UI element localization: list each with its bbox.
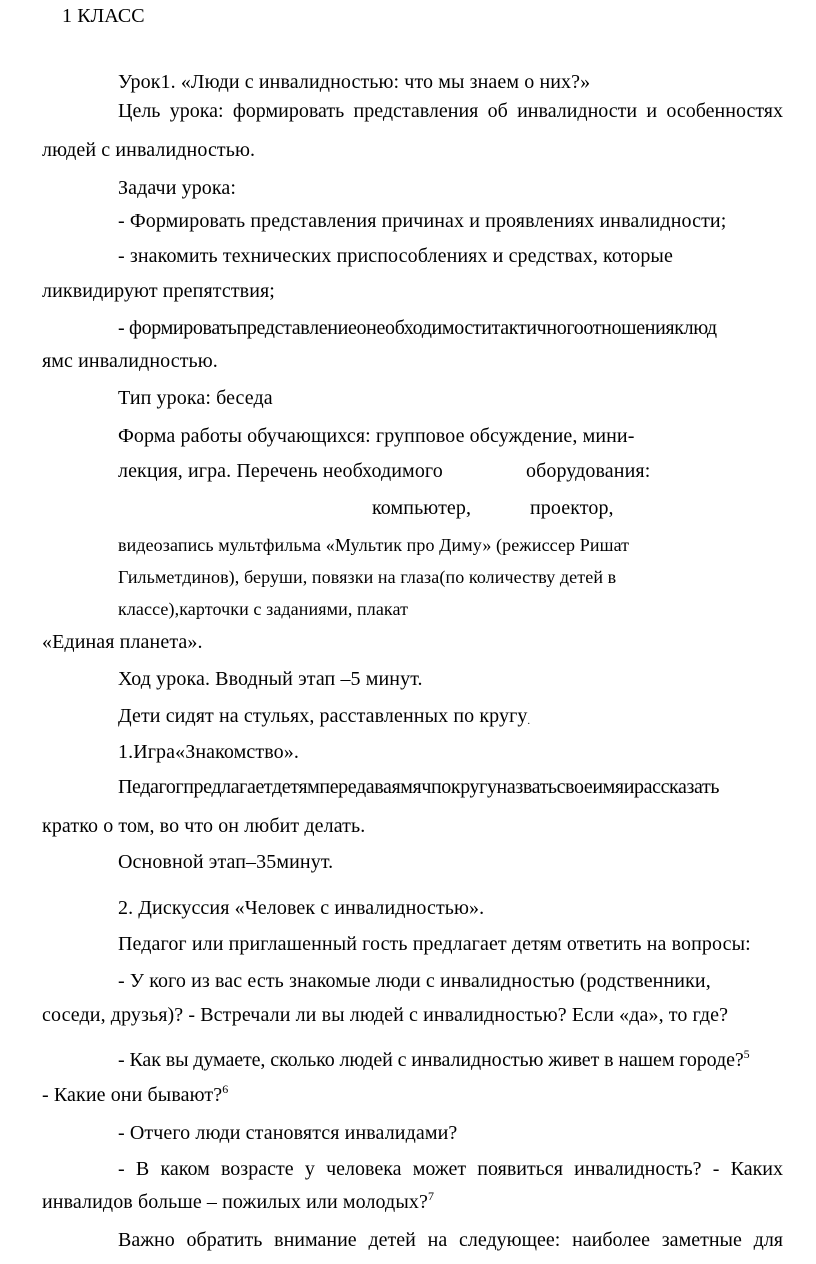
game-1-title: 1.Игра«Знакомство». [118,741,299,763]
intro-stage: Ход урока. Вводный этап –5 минут. [118,668,423,690]
equipment-line-4: «Единая планета». [42,631,203,653]
form-line-1: Форма работы обучающихся: групповое обсуждение, мини- [118,425,635,447]
goal-line-1: Цель урока: формировать представления об инвалидности и особенностях [118,100,783,122]
intro-description: Дети сидят на стульях, расставленных по кругу. [118,705,531,727]
equipment-projector: проектор, [530,497,614,519]
game-1-desc-line-2: кратко о том, во что он любит делать. [42,815,366,837]
question-3: - Отчего люди становятся инвалидами? [118,1122,458,1144]
discussion-title: 2. Дискуссия «Человек с инвалидностью». [118,897,485,919]
main-stage: Основной этап–35минут. [118,851,334,873]
equipment-computer: компьютер, [372,497,472,519]
form-line-2a: лекция, игра. Перечень необходимого [118,460,443,482]
task-2-line-2: ликвидируют препятствия; [42,280,275,302]
important-line-1: Важно обратить внимание детей на следующее: наиболее заметные для [118,1229,783,1251]
form-line-2b: оборудования: [526,460,651,482]
lesson-title: Урок1. «Люди с инвалидностью: что мы знаем о них?» [118,71,591,93]
equipment-line-1: видеозапись мультфильма «Мультик про Диму» (режиссер Ришат [118,535,630,555]
task-1: - Формировать представления причинах и проявлениях инвалидности; [118,210,727,232]
task-2-line-1: - знакомить технических приспособлениях и средствах, которые [118,245,673,267]
equipment-line-3: классе),карточки с заданиями, плакат [118,599,409,619]
game-1-desc-line-1: Педагогпредлагаетдетямпередаваямячпокругуназватьсвоеимяирассказать [118,776,720,798]
lesson-type: Тип урока: беседа [118,387,273,409]
equipment-line-2: Гильметдинов), беруши, повязки на глаза(по количеству детей в [118,567,617,587]
question-2-line-1: - Как вы думаете, сколько людей с инвалидностью живет в нашем городе?$^5$ [118,1047,750,1071]
question-1-line-2: соседи, друзья)? - Встречали ли вы людей с инвалидностью? Если «да», то где? [42,1004,729,1026]
task-3-line-2: ямс инвалидностью. [42,350,218,372]
question-2-line-2: - Какие они бывают?$^6$ [42,1082,229,1106]
question-4-line-1: - В каком возрасте у человека может появиться инвалидность? - Каких [118,1158,783,1180]
question-4-line-2: инвалидов больше – пожилых или молодых?$^7$ [42,1189,435,1213]
grade-header: 1 КЛАСС [62,5,145,27]
question-1-line-1: - У кого из вас есть знакомые люди с инвалидностью (родственники, [118,970,711,992]
discussion-intro: Педагог или приглашенный гость предлагает детям ответить на вопросы: [118,933,751,955]
goal-line-2: людей с инвалидностью. [42,139,256,161]
task-3-line-1: - формироватьпредставлениеонеобходимоститактичногоотношенияклюд [118,317,717,339]
tasks-heading: Задачи урока: [118,177,237,199]
